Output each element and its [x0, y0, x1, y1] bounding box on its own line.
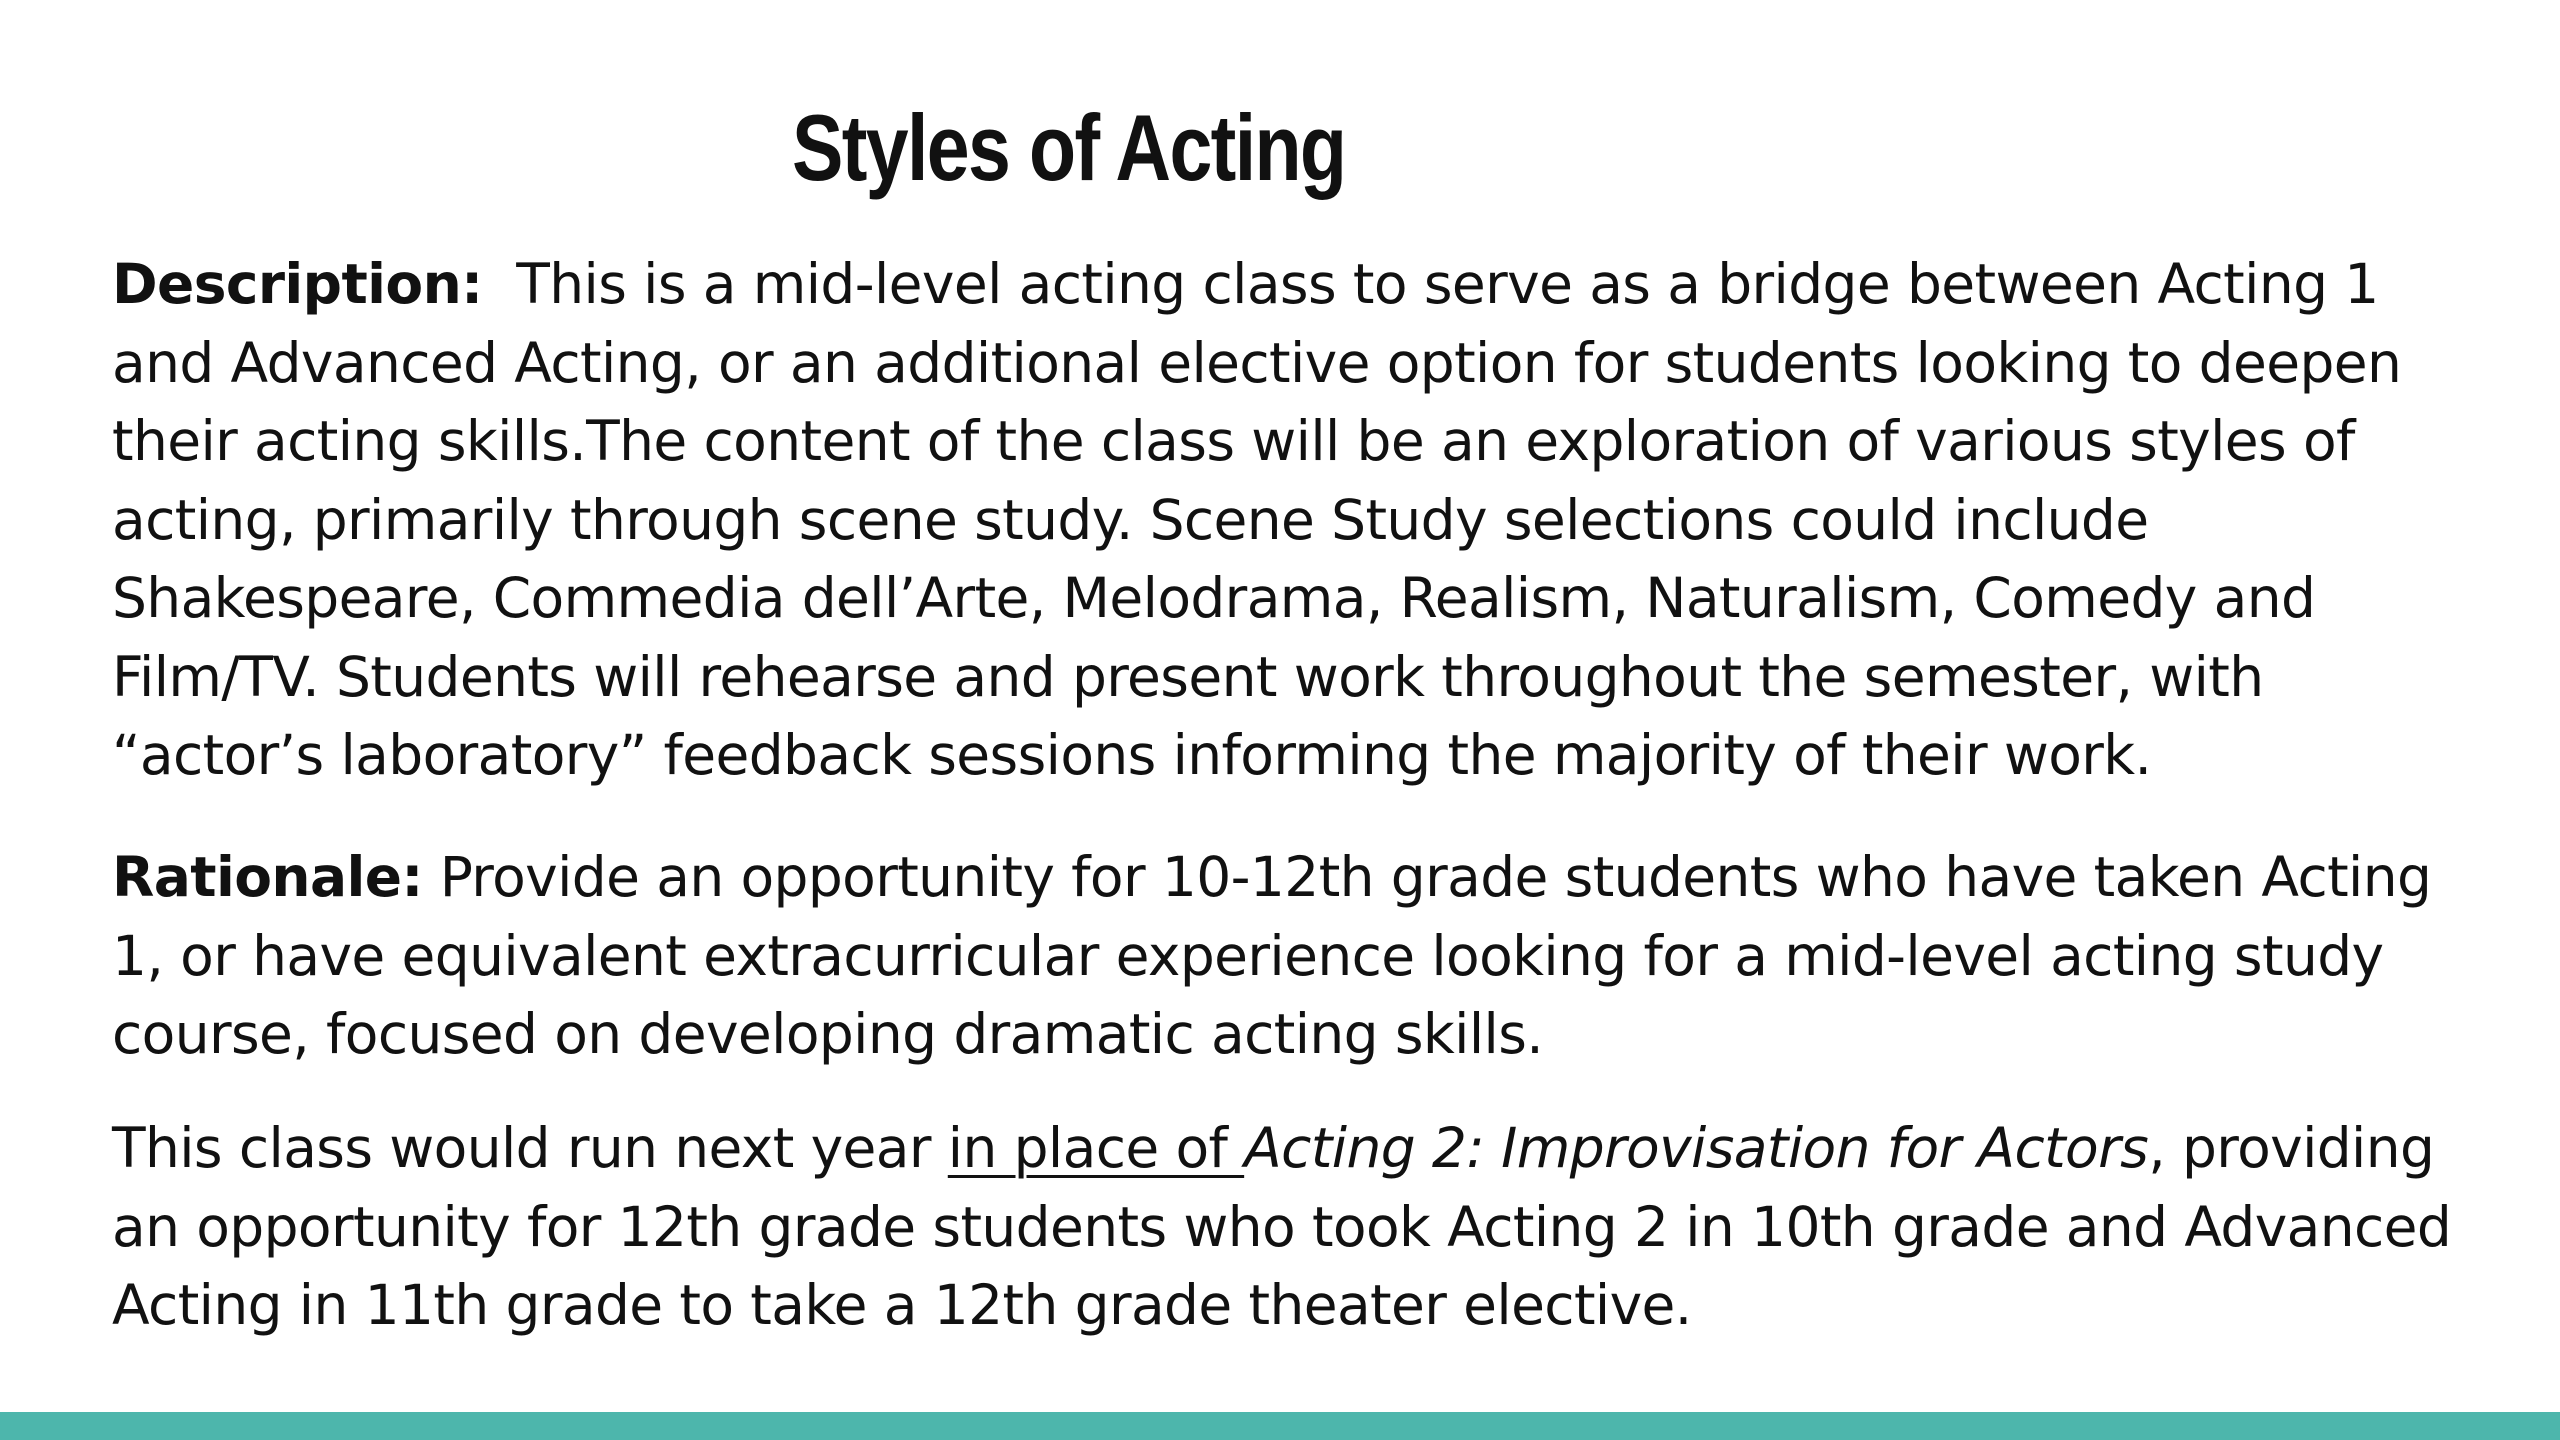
note-course-title: Acting 2: Improvisation for Actors	[1244, 1116, 2149, 1180]
slide-title: Styles of Acting	[792, 95, 1346, 200]
rationale-paragraph	[112, 838, 2452, 1074]
note-text-after: , providing an opportunity for 12th grade students who took Acting 2 in 10th grade and Advanced Acting in 11th grade to take a 12th grade theater elective.	[112, 1116, 2452, 1337]
rationale-label: Rationale:	[112, 845, 423, 909]
description-label: Description:	[112, 252, 483, 316]
footer-accent-bar	[0, 1412, 2560, 1440]
description-paragraph	[112, 245, 2452, 795]
note-text-before: This class would run next year	[112, 1116, 948, 1180]
note-underlined-text: in place of	[947, 1116, 1245, 1180]
description-text: This is a mid-level acting class to serve as a bridge between Acting 1 and Advanced Acting, or an additional elective option for students looking to deepen their acting skills.The content of the class will be an exploration of various styles of acting, primarily through scene study. Scene Study selections could include Shakespeare, Commedia dell’Arte, Melodrama, Realism, Naturalism, Comedy and Film/TV. Students will rehearse and present work throughout the semester, with “actor’s laboratory” feedback sessions informing the majority of their work.	[112, 252, 2402, 787]
schedule-note-paragraph	[112, 1109, 2452, 1345]
rationale-text: Provide an opportunity for 10-12th grade students who have taken Acting 1, or have equivalent extracurricular experience looking for a mid-level acting study course, focused on developing dramatic acting skills.	[112, 845, 2432, 1066]
